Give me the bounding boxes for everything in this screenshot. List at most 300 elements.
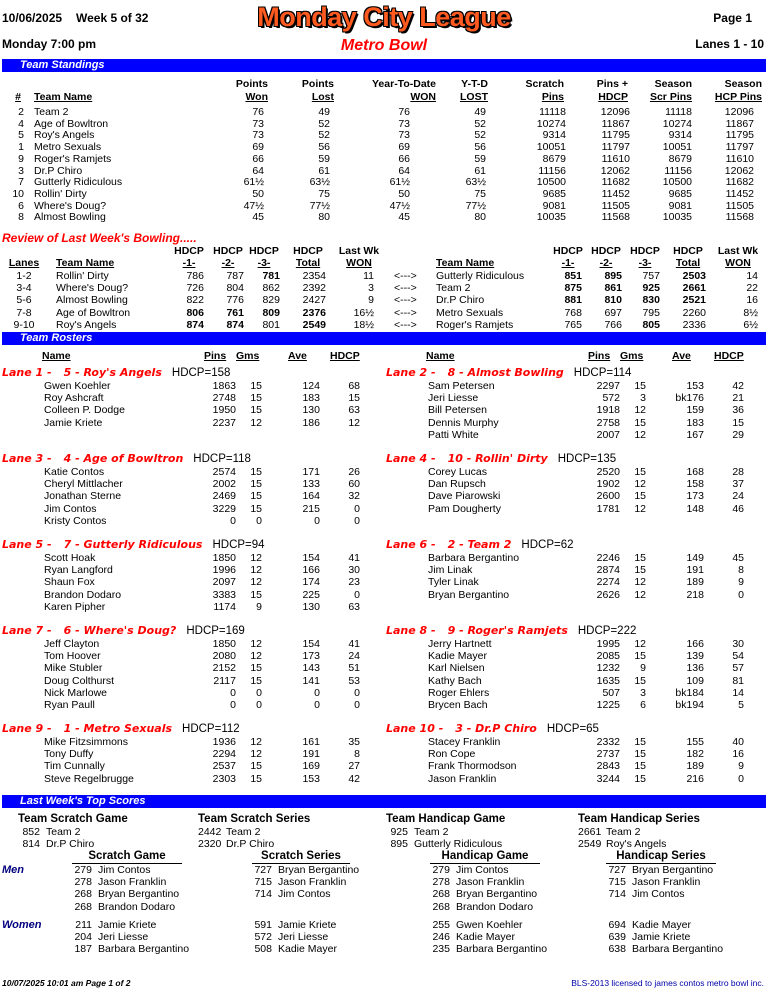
roster-lane-header bbox=[2, 452, 251, 465]
standings-value: 73 bbox=[398, 117, 410, 130]
roster-games: 15 bbox=[250, 466, 262, 478]
standings-header: Points bbox=[235, 78, 268, 90]
roster-games: 15 bbox=[250, 760, 262, 773]
roster-pins: 1635 bbox=[596, 674, 620, 687]
roster-team-hdcp: HDCP=114 bbox=[573, 367, 632, 379]
standings-value: 77½ bbox=[309, 199, 330, 212]
day-time: Monday 7:00 pm bbox=[2, 37, 97, 51]
roster-team-name: 9 - Roger's Ramjets bbox=[447, 624, 568, 637]
top-men-score: 268 bbox=[74, 900, 92, 913]
top-men-score: 715 bbox=[608, 876, 626, 889]
standings-value: 61 bbox=[474, 164, 486, 177]
roster-player-name: Bill Petersen bbox=[428, 404, 487, 417]
top-team-score: 925 bbox=[390, 826, 408, 838]
roster-games: 9 bbox=[640, 662, 646, 675]
roster-average: 173 bbox=[302, 650, 320, 663]
standings-value: 11867 bbox=[601, 117, 630, 130]
top-men-name: Jason Franklin bbox=[632, 876, 701, 889]
roster-lane-label: Lane 10 - bbox=[386, 722, 444, 735]
roster-hdcp: 26 bbox=[348, 466, 360, 478]
roster-pins: 2748 bbox=[212, 392, 236, 405]
review-lanes: 7-8 bbox=[16, 306, 32, 319]
roster-average: 136 bbox=[686, 662, 704, 675]
roster-lane-label: Lane 9 - bbox=[2, 722, 52, 735]
roster-player-name: Frank Thormodson bbox=[428, 760, 517, 773]
top-men-score: 714 bbox=[608, 888, 626, 901]
review-score: 806 bbox=[186, 306, 204, 319]
standings-rank: 4 bbox=[18, 117, 24, 130]
roster-average: 191 bbox=[302, 748, 320, 761]
roster-average: 0 bbox=[314, 699, 320, 711]
review-header: HDCP bbox=[673, 245, 703, 257]
standings-value: 56 bbox=[318, 141, 330, 154]
roster-average: 161 bbox=[302, 736, 320, 748]
top-team-heading: Team Handicap Series bbox=[578, 813, 700, 825]
roster-player-name: Dennis Murphy bbox=[428, 416, 499, 429]
standings-header: Team Name bbox=[34, 91, 93, 103]
roster-player-name: Tom Hoover bbox=[44, 650, 101, 663]
standings-value: 12096 bbox=[600, 106, 630, 118]
roster-games: 12 bbox=[634, 478, 646, 491]
roster-hdcp: 41 bbox=[348, 638, 360, 650]
roster-average: 154 bbox=[302, 638, 320, 650]
top-team-name: Gutterly Ridiculous bbox=[414, 838, 503, 850]
roster-hdcp: 63 bbox=[348, 600, 360, 613]
review-header: -3- bbox=[257, 257, 271, 269]
roster-player-name: Brycen Bach bbox=[428, 699, 488, 711]
review-score: 776 bbox=[226, 294, 244, 307]
top-women-score: 508 bbox=[254, 943, 272, 956]
roster-games: 12 bbox=[250, 638, 262, 650]
review-header: WON bbox=[725, 257, 751, 269]
review-lanes: 9-10 bbox=[13, 318, 35, 331]
roster-average: 159 bbox=[686, 404, 704, 417]
roster-pins: 2274 bbox=[596, 576, 620, 589]
roster-player-name: Cheryl Mittlacher bbox=[44, 478, 123, 491]
roster-hdcp: 51 bbox=[348, 662, 360, 675]
team-rosters-bar: Team Rosters bbox=[2, 332, 766, 345]
review-score: 2336 bbox=[682, 318, 706, 331]
review-team: Rollin' Dirty bbox=[56, 270, 109, 282]
top-men-name: Jim Contos bbox=[632, 888, 685, 901]
standings-header: Year-To-Date bbox=[372, 78, 436, 90]
roster-player-name: Dave Piarowski bbox=[428, 490, 501, 503]
roster-pins: 3244 bbox=[596, 772, 620, 785]
standings-header: # bbox=[15, 91, 21, 103]
top-men-score: 279 bbox=[74, 864, 92, 876]
roster-hdcp: 37 bbox=[732, 478, 744, 491]
roster-games: 12 bbox=[634, 428, 646, 441]
standings-value: 80 bbox=[474, 211, 486, 224]
standings-value: 11795 bbox=[725, 129, 754, 142]
roster-average: 216 bbox=[686, 772, 704, 785]
roster-player-name: Mike Fitzsimmons bbox=[44, 736, 129, 748]
roster-games: 3 bbox=[640, 686, 646, 699]
roster-pins: 1936 bbox=[212, 736, 236, 748]
roster-average: 182 bbox=[686, 748, 704, 761]
roster-player-name: Karl Nielsen bbox=[428, 662, 485, 675]
standings-value: 49 bbox=[318, 106, 330, 118]
top-men-score: 268 bbox=[432, 900, 450, 913]
roster-games: 15 bbox=[250, 502, 262, 515]
roster-games: 15 bbox=[634, 564, 646, 577]
roster-games: 15 bbox=[634, 760, 646, 773]
roster-average: bk184 bbox=[675, 686, 704, 699]
standings-value: 10051 bbox=[536, 141, 566, 154]
top-team-name: Team 2 bbox=[414, 826, 449, 838]
standings-rank: 9 bbox=[18, 152, 24, 165]
review-header: Total bbox=[675, 257, 701, 269]
review-lanes: 3-4 bbox=[16, 282, 32, 295]
top-team-name: Dr.P Chiro bbox=[46, 838, 95, 850]
roster-lane-label: Lane 4 - bbox=[386, 452, 436, 465]
roster-pins: 3383 bbox=[212, 588, 236, 601]
standings-value: 10051 bbox=[662, 141, 692, 154]
roster-hdcp: 81 bbox=[732, 674, 744, 687]
review-score: 830 bbox=[642, 294, 660, 307]
review-header: HDCP bbox=[293, 245, 323, 257]
top-women-name: Barbara Bergantino bbox=[456, 943, 548, 956]
standings-rank: 8 bbox=[18, 211, 24, 224]
top-women-name: Kadie Mayer bbox=[278, 943, 337, 956]
standings-team: Roy's Angels bbox=[34, 129, 95, 142]
roster-games: 15 bbox=[634, 552, 646, 564]
top-men-name: Bryan Bergantino bbox=[98, 888, 180, 901]
roster-average: 215 bbox=[302, 502, 320, 515]
standings-value: 52 bbox=[474, 117, 486, 130]
roster-hdcp: 36 bbox=[732, 404, 744, 417]
review-team: Roger's Ramjets bbox=[436, 318, 514, 331]
review-header: Team Name bbox=[56, 257, 115, 269]
roster-team-name: 7 - Gutterly Ridiculous bbox=[63, 538, 203, 551]
roster-player-name: Nick Marlowe bbox=[44, 686, 108, 699]
roster-lane-header bbox=[2, 722, 240, 735]
roster-lane-header bbox=[386, 452, 616, 465]
roster-hdcp: 45 bbox=[732, 552, 744, 564]
standings-value: 47½ bbox=[243, 199, 264, 212]
review-arrow: <---> bbox=[394, 294, 417, 307]
league-title: Monday City League bbox=[257, 2, 511, 32]
roster-average: 124 bbox=[302, 380, 320, 392]
roster-lane-label: Lane 1 - bbox=[2, 366, 52, 379]
roster-average: 154 bbox=[302, 552, 320, 564]
roster-team-name: 6 - Where's Doug? bbox=[63, 624, 177, 637]
top-women-name: Jeri Liesse bbox=[98, 931, 149, 944]
standings-value: 80 bbox=[318, 211, 330, 224]
standings-value: 9314 bbox=[542, 129, 566, 142]
top-individual-heading: Handicap Game bbox=[441, 850, 529, 862]
top-men-name: Jim Contos bbox=[98, 864, 151, 876]
review-score: 2549 bbox=[302, 318, 326, 331]
roster-pins: 2332 bbox=[596, 736, 620, 748]
review-team: Gutterly Ridiculous bbox=[436, 270, 525, 282]
center-name: Metro Bowl bbox=[340, 37, 428, 54]
top-women-name: Jamie Kriete bbox=[278, 919, 337, 931]
roster-player-name: Tony Duffy bbox=[44, 748, 94, 761]
review-score: 875 bbox=[564, 282, 582, 295]
roster-hdcp: 42 bbox=[732, 380, 744, 392]
standings-rank: 1 bbox=[18, 141, 24, 154]
standings-value: 69 bbox=[252, 141, 264, 154]
standings-value: 10500 bbox=[536, 176, 566, 189]
standings-header: Season bbox=[724, 78, 762, 90]
top-men-score: 715 bbox=[254, 876, 272, 889]
roster-hdcp: 9 bbox=[738, 760, 744, 773]
standings-value: 61 bbox=[318, 164, 330, 177]
top-women-name: Jamie Kriete bbox=[632, 931, 691, 944]
review-team: Age of Bowltron bbox=[56, 306, 131, 319]
roster-lane-label: Lane 2 - bbox=[386, 366, 436, 379]
review-score: 851 bbox=[564, 270, 582, 282]
footer-license: BLS-2013 licensed to james contos metro bowl inc. bbox=[571, 978, 764, 988]
roster-games: 12 bbox=[634, 588, 646, 601]
roster-pins: 2246 bbox=[596, 552, 620, 564]
review-header: HDCP bbox=[591, 245, 621, 257]
review-score: 768 bbox=[564, 306, 582, 319]
roster-pins: 2469 bbox=[212, 490, 236, 503]
roster-hdcp: 0 bbox=[738, 588, 744, 601]
standings-value: 11610 bbox=[601, 152, 630, 165]
review-header: Lanes bbox=[8, 257, 40, 269]
roster-team-hdcp: HDCP=112 bbox=[182, 723, 240, 735]
top-women-score: 572 bbox=[254, 931, 272, 944]
roster-hdcp: 15 bbox=[732, 416, 744, 429]
roster-hdcp: 8 bbox=[354, 748, 360, 761]
review-header: Total bbox=[295, 257, 321, 269]
roster-games: 12 bbox=[250, 748, 262, 761]
roster-player-name: Dan Rupsch bbox=[428, 478, 486, 491]
roster-player-name: Jonathan Sterne bbox=[44, 490, 122, 503]
standings-team: Metro Sexuals bbox=[34, 141, 102, 154]
standings-value: 52 bbox=[318, 129, 330, 142]
roster-games: 15 bbox=[250, 662, 262, 675]
roster-player-name: Jim Linak bbox=[428, 564, 473, 577]
review-score: 9 bbox=[368, 294, 374, 307]
review-header: -2- bbox=[221, 257, 235, 269]
review-score: 2427 bbox=[302, 294, 326, 307]
review-score: 697 bbox=[604, 306, 622, 319]
roster-player-name: Barbara Bergantino bbox=[428, 552, 520, 564]
review-arrow: <---> bbox=[394, 270, 417, 282]
review-header: HDCP bbox=[553, 245, 583, 257]
top-men-name: Bryan Bergantino bbox=[632, 864, 714, 876]
standings-value: 77½ bbox=[465, 199, 486, 212]
roster-pins: 1995 bbox=[596, 638, 620, 650]
top-men-score: 278 bbox=[74, 876, 92, 889]
top-women-score: 246 bbox=[432, 931, 450, 944]
roster-team-hdcp: HDCP=222 bbox=[577, 625, 637, 637]
roster-hdcp: 40 bbox=[732, 736, 744, 748]
roster-header: Gms bbox=[620, 350, 644, 362]
roster-average: 155 bbox=[686, 736, 704, 748]
roster-average: 109 bbox=[686, 674, 704, 687]
roster-average: 225 bbox=[302, 588, 320, 601]
footer-timestamp: 10/07/2025 10:01 am Page 1 of 2 bbox=[2, 978, 131, 988]
standings-value: 11568 bbox=[725, 211, 754, 224]
roster-pins: 3229 bbox=[212, 502, 236, 515]
roster-average: 171 bbox=[302, 466, 320, 478]
roster-pins: 1850 bbox=[212, 638, 236, 650]
standings-value: 50 bbox=[252, 187, 264, 200]
standings-value: 10274 bbox=[662, 117, 692, 130]
roster-hdcp: 14 bbox=[732, 686, 744, 699]
roster-lane-label: Lane 6 - bbox=[386, 538, 436, 551]
women-label: Women bbox=[2, 919, 42, 931]
standings-value: 9685 bbox=[668, 187, 692, 200]
roster-games: 15 bbox=[250, 490, 262, 503]
roster-player-name: Karen Pipher bbox=[44, 600, 106, 613]
roster-average: 186 bbox=[302, 416, 320, 429]
roster-hdcp: 30 bbox=[348, 564, 360, 577]
roster-team-hdcp: HDCP=158 bbox=[171, 367, 231, 379]
review-score: 822 bbox=[186, 294, 204, 307]
review-score: 766 bbox=[604, 318, 622, 331]
standings-value: 9314 bbox=[668, 129, 692, 142]
standings-value: 9081 bbox=[542, 199, 566, 212]
roster-player-name: Ryan Langford bbox=[44, 564, 113, 577]
roster-player-name: Roger Ehlers bbox=[428, 686, 490, 699]
roster-average: bk194 bbox=[675, 699, 704, 711]
top-men-name: Jason Franklin bbox=[98, 876, 167, 889]
review-score: 809 bbox=[262, 306, 280, 319]
review-score: 6½ bbox=[743, 318, 758, 331]
roster-hdcp: 21 bbox=[732, 392, 744, 405]
roster-hdcp: 0 bbox=[354, 588, 360, 601]
review-arrow: <---> bbox=[394, 282, 417, 295]
standings-header: Pins bbox=[541, 91, 564, 103]
review-score: 2392 bbox=[302, 282, 326, 295]
top-women-score: 591 bbox=[254, 919, 272, 931]
top-team-score: 2549 bbox=[578, 838, 602, 850]
top-men-name: Bryan Bergantino bbox=[278, 864, 360, 876]
roster-pins: 2085 bbox=[596, 650, 620, 663]
review-header: -2- bbox=[599, 257, 613, 269]
roster-lane-header bbox=[386, 538, 574, 551]
top-team-score: 814 bbox=[22, 838, 40, 850]
roster-hdcp: 41 bbox=[348, 552, 360, 564]
roster-average: bk176 bbox=[675, 392, 704, 405]
roster-average: 148 bbox=[686, 502, 704, 515]
review-header: -3- bbox=[638, 257, 652, 269]
review-score: 810 bbox=[604, 294, 622, 307]
roster-pins: 2843 bbox=[596, 760, 620, 773]
roster-average: 218 bbox=[686, 588, 704, 601]
roster-games: 15 bbox=[634, 380, 646, 392]
roster-games: 12 bbox=[250, 650, 262, 663]
standings-value: 8679 bbox=[542, 152, 566, 165]
top-team-score: 895 bbox=[390, 838, 408, 850]
top-men-score: 714 bbox=[254, 888, 272, 901]
roster-player-name: Jeff Clayton bbox=[44, 638, 100, 650]
standings-value: 11610 bbox=[725, 152, 754, 165]
standings-team: Team 2 bbox=[34, 106, 69, 118]
top-team-heading: Team Handicap Game bbox=[386, 813, 506, 825]
roster-games: 15 bbox=[634, 674, 646, 687]
review-arrow: <---> bbox=[394, 306, 417, 319]
roster-team-name: 10 - Rollin' Dirty bbox=[447, 452, 548, 465]
standings-value: 45 bbox=[252, 211, 264, 224]
roster-average: 183 bbox=[302, 392, 320, 405]
top-team-name: Roy's Angels bbox=[606, 838, 667, 850]
top-men-score: 727 bbox=[608, 864, 626, 876]
standings-header: Scratch bbox=[525, 78, 564, 90]
roster-team-name: 2 - Team 2 bbox=[447, 538, 512, 551]
roster-games: 12 bbox=[634, 404, 646, 417]
standings-value: 56 bbox=[474, 141, 486, 154]
standings-value: 61½ bbox=[243, 176, 264, 189]
review-team: Almost Bowling bbox=[56, 294, 128, 307]
roster-average: 139 bbox=[686, 650, 704, 663]
review-score: 2521 bbox=[682, 294, 706, 307]
standings-team: Rollin' Dirty bbox=[34, 187, 87, 200]
standings-value: 11452 bbox=[601, 187, 630, 200]
roster-player-name: Jeri Liesse bbox=[428, 392, 479, 405]
review-score: 2503 bbox=[682, 270, 706, 282]
roster-hdcp: 60 bbox=[348, 478, 360, 491]
roster-games: 12 bbox=[250, 564, 262, 577]
review-header: HDCP bbox=[174, 245, 204, 257]
review-score: 18½ bbox=[353, 318, 374, 331]
review-team: Metro Sexuals bbox=[436, 306, 504, 319]
roster-average: 0 bbox=[314, 686, 320, 699]
roster-hdcp: 35 bbox=[348, 736, 360, 748]
roster-games: 12 bbox=[250, 736, 262, 748]
review-score: 16½ bbox=[353, 306, 374, 319]
roster-hdcp: 32 bbox=[348, 490, 360, 503]
top-men-name: Brandon Dodaro bbox=[98, 900, 176, 913]
roster-hdcp: 12 bbox=[348, 416, 360, 429]
review-score: 874 bbox=[226, 318, 244, 331]
roster-hdcp: 5 bbox=[738, 699, 744, 711]
roster-hdcp: 63 bbox=[348, 404, 360, 417]
roster-average: 169 bbox=[302, 760, 320, 773]
roster-hdcp: 54 bbox=[732, 650, 744, 663]
roster-player-name: Tyler Linak bbox=[428, 576, 479, 589]
roster-team-hdcp: HDCP=62 bbox=[521, 539, 574, 551]
standings-value: 63½ bbox=[465, 176, 486, 189]
standings-value: 69 bbox=[398, 141, 410, 154]
standings-header: LOST bbox=[460, 91, 488, 103]
review-header: Last Wk bbox=[717, 245, 759, 257]
review-score: 2376 bbox=[302, 306, 326, 319]
top-women-name: Barbara Bergantino bbox=[632, 943, 724, 956]
roster-average: 191 bbox=[686, 564, 704, 577]
report-date: 10/06/2025 bbox=[2, 11, 63, 25]
roster-pins: 2874 bbox=[596, 564, 620, 577]
review-score: 781 bbox=[262, 270, 280, 282]
roster-pins: 2303 bbox=[212, 772, 236, 785]
standings-value: 11118 bbox=[665, 106, 692, 118]
roster-games: 15 bbox=[250, 478, 262, 491]
roster-games: 6 bbox=[640, 699, 646, 711]
roster-lane-header bbox=[386, 366, 631, 379]
roster-player-name: Kristy Contos bbox=[44, 514, 107, 527]
roster-average: 183 bbox=[686, 416, 704, 429]
roster-lane-label: Lane 8 - bbox=[386, 624, 436, 637]
standings-team: Almost Bowling bbox=[34, 211, 106, 224]
top-women-name: Gwen Koehler bbox=[456, 919, 523, 931]
review-score: 14 bbox=[746, 270, 758, 282]
roster-average: 173 bbox=[686, 490, 704, 503]
roster-player-name: Pam Dougherty bbox=[428, 502, 501, 515]
roster-games: 12 bbox=[250, 552, 262, 564]
standings-rank: 2 bbox=[18, 106, 24, 118]
standings-team: Roger's Ramjets bbox=[34, 152, 112, 165]
top-team-heading: Team Scratch Game bbox=[18, 813, 128, 825]
standings-value: 52 bbox=[474, 129, 486, 142]
standings-value: 11156 bbox=[664, 164, 692, 177]
roster-lane-header bbox=[2, 366, 230, 379]
